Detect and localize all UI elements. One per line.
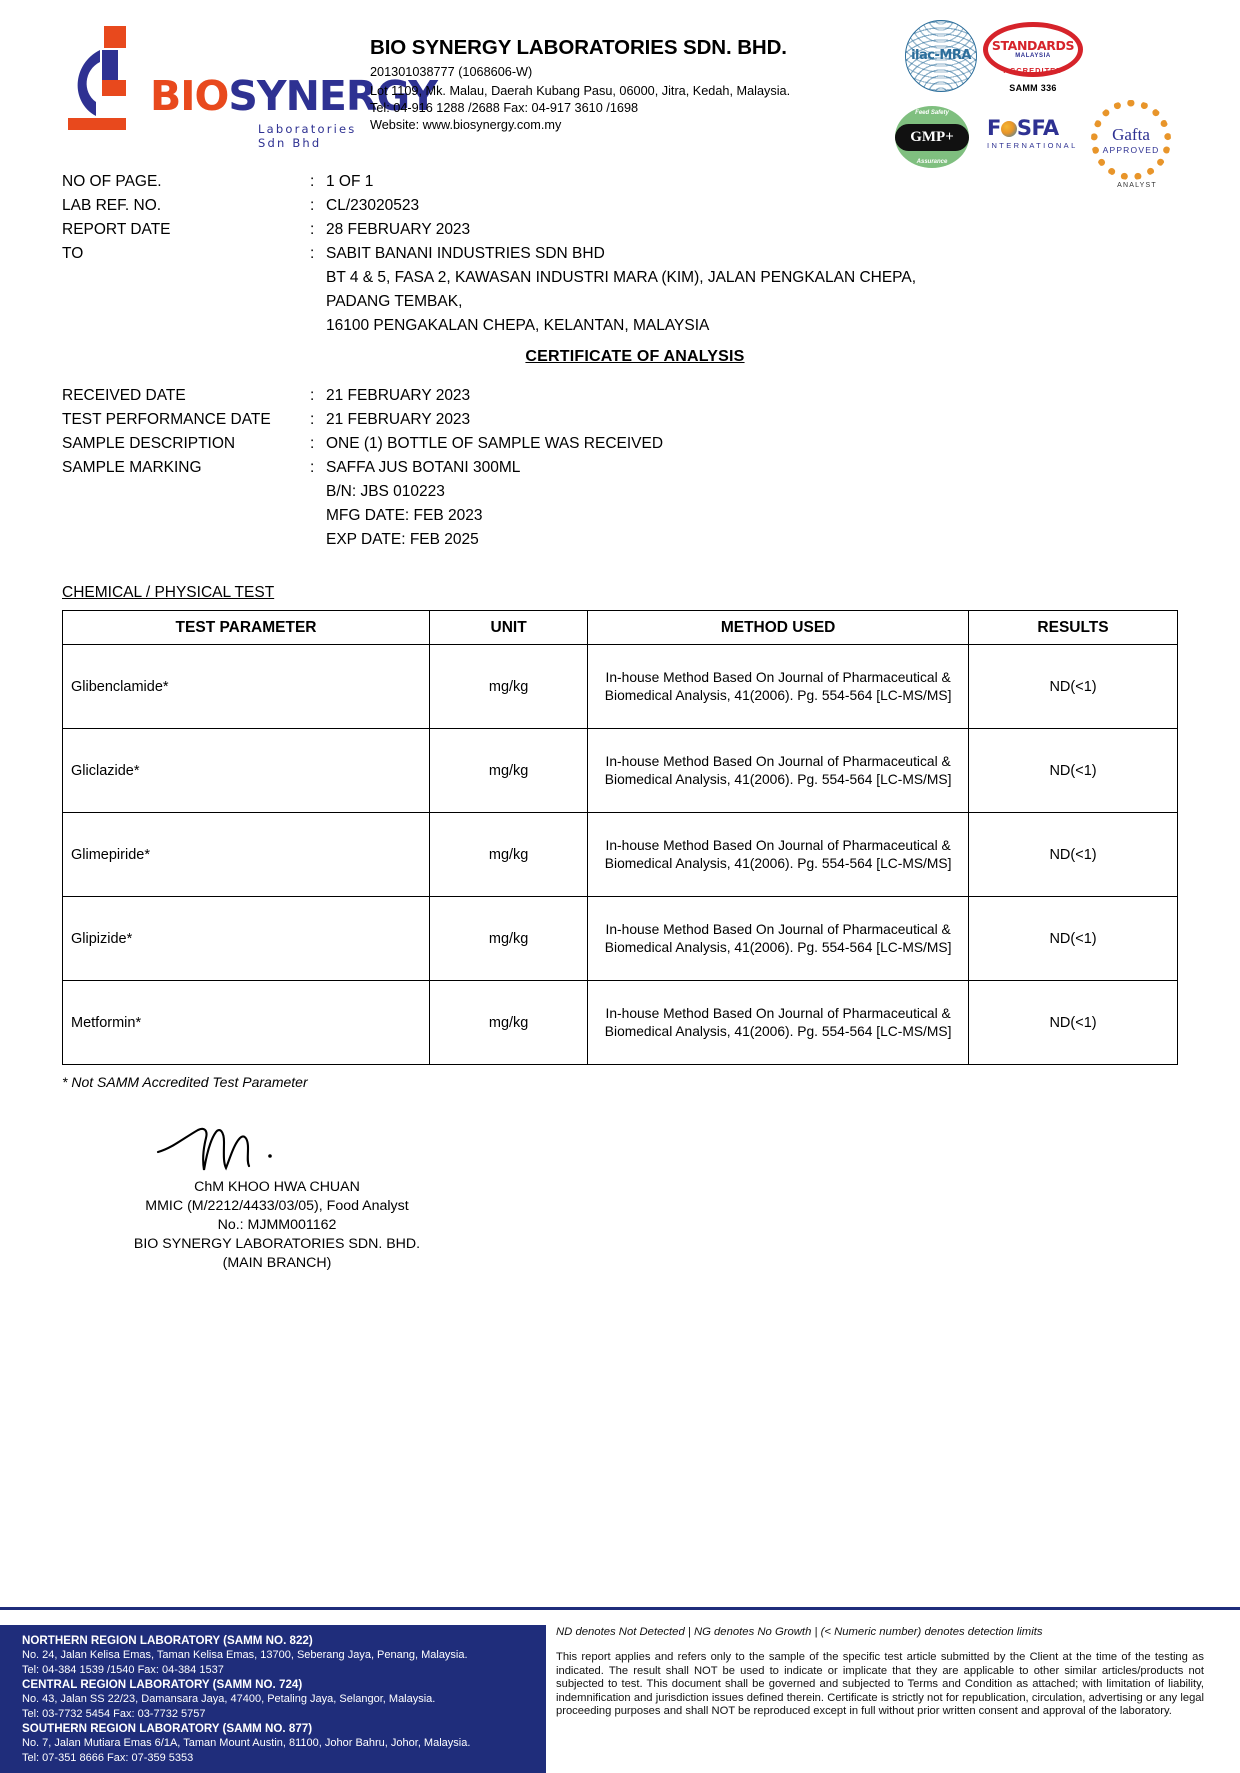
standards-label: STANDARDS — [991, 37, 1075, 53]
lab-name-southern: SOUTHERN REGION LABORATORY (SAMM NO. 877) — [22, 1722, 313, 1735]
sample-row-performance — [62, 408, 1178, 432]
notation-legend: ND denotes Not Detected | NG denotes No Growth | (< Numeric number) denotes detection limits — [556, 1626, 1043, 1638]
table-row — [63, 813, 1178, 897]
to-line-3: PADANG TEMBAK, — [326, 293, 463, 310]
cell-unit: mg/kg — [430, 981, 588, 1065]
to-line-4: 16100 PENGAKALAN CHEPA, KELANTAN, MALAYSIA — [326, 317, 710, 334]
cell-unit: mg/kg — [430, 645, 588, 729]
column-header-unit: UNIT — [430, 611, 588, 645]
gmp-bottom-label: Assurance — [916, 159, 948, 165]
sample-info-table — [62, 384, 1178, 552]
results-table — [62, 610, 1178, 1065]
table-row — [63, 897, 1178, 981]
meta-row-to — [62, 242, 1178, 338]
meta-label-labref: LAB REF. NO. — [62, 197, 162, 214]
gmp-label: GMP+ — [895, 124, 969, 151]
ilac-mra-badge-icon — [905, 20, 977, 92]
marking-line-2: B/N: JBS 010223 — [326, 483, 445, 500]
sample-label-received: RECEIVED DATE — [62, 387, 186, 404]
company-address: Lot 1109, Mk. Malau, Daerah Kubang Pasu, 06000, Jitra, Kedah, Malaysia. — [370, 84, 791, 98]
sample-colon: : — [310, 459, 315, 476]
page-title: CERTIFICATE OF ANALYSIS — [525, 348, 745, 365]
cell-method: In-house Method Based On Journal of Pharmaceutical & Biomedical Analysis, 41(2006). Pg. 554-564 [LC-MS/MS] — [588, 729, 969, 813]
signatory-name: ChM KHOO HWA CHUAN — [194, 1179, 360, 1195]
meta-label-to: TO — [62, 245, 84, 262]
cell-result: ND(<1) — [969, 729, 1178, 813]
sample-row-marking — [62, 456, 1178, 552]
marking-line-1: SAFFA JUS BOTANI 300ML — [326, 459, 521, 476]
footer-disclaimer-panel — [556, 1625, 1220, 1719]
disclaimer-text: This report applies and refers only to the sample of the specific test article submitted by the Client at the time of the testing as indicated. The result shall NOT be used to indicate or implicate that they are applicable to other similar articles/products not subjected to test. This document shall be governed and subjected to Terms and Condition as attached; with limitation of liability, indemnification and jurisdiction issues defined therein. Certificate is strictly not for republication, circulation, advertising or any legal proceeding purposes and shall NOT be reproduced except in full without prior written consent and approval of the laboratory. — [556, 1651, 1204, 1718]
table-footnote: * Not SAMM Accredited Test Parameter — [62, 1074, 308, 1090]
sample-colon: : — [310, 411, 315, 428]
sample-value-description: ONE (1) BOTTLE OF SAMPLE WAS RECEIVED — [326, 435, 664, 452]
lab-contact-northern: Tel: 04-384 1539 /1540 Fax: 04-384 1537 — [22, 1663, 224, 1676]
sample-colon: : — [310, 387, 315, 404]
meta-row-labref — [62, 194, 1178, 218]
column-header-method-used: METHOD USED — [588, 611, 969, 645]
cell-parameter: Metformin* — [63, 981, 430, 1065]
meta-label-page: NO OF PAGE. — [62, 173, 162, 190]
accreditation-badges — [895, 18, 1215, 189]
column-header-results: RESULTS — [969, 611, 1178, 645]
fosfa-badge-icon — [987, 118, 1083, 166]
fosfa-letters-sfa: SFA — [1016, 116, 1059, 140]
cell-parameter: Glimepiride* — [63, 813, 430, 897]
cell-method: In-house Method Based On Journal of Pharmaceutical & Biomedical Analysis, 41(2006). Pg. 554-564 [LC-MS/MS] — [588, 981, 969, 1065]
fosfa-sublabel: INTERNATIONAL — [987, 141, 1078, 150]
sample-value-performance: 21 FEBRUARY 2023 — [326, 411, 471, 428]
meta-colon: : — [310, 173, 315, 190]
sample-colon: : — [310, 435, 315, 452]
lab-contact-southern: Tel: 07-351 8666 Fax: 07-359 5353 — [22, 1751, 194, 1764]
meta-row-page — [62, 170, 1178, 194]
sample-value-received: 21 FEBRUARY 2023 — [326, 387, 471, 404]
meta-label-reportdate: REPORT DATE — [62, 221, 171, 238]
gmp-plus-badge-icon — [895, 106, 981, 168]
cell-result: ND(<1) — [969, 813, 1178, 897]
gafta-label: Gafta — [1112, 124, 1150, 144]
cell-result: ND(<1) — [969, 897, 1178, 981]
signature-block — [62, 1118, 492, 1273]
logo-subtitle: Laboratories Sdn Bhd — [258, 122, 357, 150]
logo-word-synergy: SYNERGY — [228, 72, 437, 120]
signatory-company: BIO SYNERGY LABORATORIES SDN. BHD. — [133, 1236, 421, 1252]
lab-address-southern: No. 7, Jalan Mutiara Emas 6/1A, Taman Mount Austin, 81100, Johor Bahru, Johor, Malaysia. — [22, 1737, 471, 1749]
marking-line-3: MFG DATE: FEB 2023 — [326, 507, 483, 524]
meta-row-reportdate — [62, 218, 1178, 242]
report-meta-table — [62, 170, 1178, 338]
company-phone: Tel: 04-916 1288 /2688 Fax: 04-917 3610 /1698 — [370, 100, 639, 115]
cell-parameter: Glipizide* — [63, 897, 430, 981]
meta-value-labref: CL/23020523 — [326, 197, 420, 214]
meta-value-to — [326, 242, 1178, 338]
lab-contact-central: Tel: 03-7732 5454 Fax: 03-7732 5757 — [22, 1707, 206, 1720]
cell-parameter: Glibenclamide* — [63, 645, 430, 729]
cell-method: In-house Method Based On Journal of Pharmaceutical & Biomedical Analysis, 41(2006). Pg. 554-564 [LC-MS/MS] — [588, 645, 969, 729]
company-registration: 201301038777 (1068606-W) — [370, 65, 533, 79]
to-line-1: SABIT BANANI INDUSTRIES SDN BHD — [326, 245, 605, 262]
company-name: BIO SYNERGY LABORATORIES SDN. BHD. — [370, 36, 787, 59]
to-line-2: BT 4 & 5, FASA 2, KAWASAN INDUSTRI MARA (KIM), JALAN PENGKALAN CHEPA, — [326, 269, 917, 286]
standards-malaysia-badge-icon — [983, 22, 1083, 102]
sample-label-marking: SAMPLE MARKING — [62, 459, 202, 476]
marking-line-4: EXP DATE: FEB 2025 — [326, 531, 479, 548]
cell-method: In-house Method Based On Journal of Pharmaceutical & Biomedical Analysis, 41(2006). Pg. 554-564 [LC-MS/MS] — [588, 813, 969, 897]
cell-unit: mg/kg — [430, 897, 588, 981]
handwritten-signature-icon — [62, 1118, 492, 1178]
lab-name-central: CENTRAL REGION LABORATORY (SAMM NO. 724) — [22, 1678, 303, 1691]
meta-value-reportdate: 28 FEBRUARY 2023 — [326, 221, 471, 238]
document-footer — [0, 1607, 1240, 1764]
column-header-test-parameter: TEST PARAMETER — [63, 611, 430, 645]
section-heading-chemical-physical-test: CHEMICAL / PHYSICAL TEST — [62, 584, 275, 601]
cell-method: In-house Method Based On Journal of Pharmaceutical & Biomedical Analysis, 41(2006). Pg. 554-564 [LC-MS/MS] — [588, 897, 969, 981]
cell-result: ND(<1) — [969, 645, 1178, 729]
gafta-sublabel: APPROVED — [1102, 144, 1160, 155]
sample-label-performance: TEST PERFORMANCE DATE — [62, 411, 271, 428]
cell-unit: mg/kg — [430, 813, 588, 897]
standards-accredited-label: ACCREDITED — [1003, 66, 1063, 75]
company-logo — [62, 22, 437, 150]
gmp-top-label: Feed Safety — [915, 110, 949, 116]
meta-colon: : — [310, 221, 315, 238]
meta-value-page: 1 OF 1 — [326, 173, 374, 190]
table-row — [63, 645, 1178, 729]
meta-colon: : — [310, 197, 315, 214]
gafta-analyst-label: ANALYST — [1117, 182, 1157, 189]
results-header-row — [63, 611, 1178, 645]
logo-word-bio: BIO — [150, 72, 229, 120]
lab-name-northern: NORTHERN REGION LABORATORY (SAMM NO. 822) — [22, 1634, 313, 1647]
sample-row-received — [62, 384, 1178, 408]
regional-laboratories-panel — [0, 1625, 546, 1773]
lab-address-northern: No. 24, Jalan Kelisa Emas, Taman Kelisa Emas, 13700, Seberang Jaya, Penang, Malaysia. — [22, 1649, 468, 1661]
microscope-logo-icon — [62, 24, 154, 132]
company-details — [370, 36, 890, 133]
cell-result: ND(<1) — [969, 981, 1178, 1065]
sample-row-description — [62, 432, 1178, 456]
samm-number: SAMM 336 — [1009, 83, 1057, 93]
signatory-branch: (MAIN BRANCH) — [222, 1255, 332, 1271]
table-row — [63, 729, 1178, 813]
fosfa-globe-icon — [1001, 121, 1017, 137]
cell-unit: mg/kg — [430, 729, 588, 813]
cell-parameter: Gliclazide* — [63, 729, 430, 813]
company-website: Website: www.biosynergy.com.my — [370, 117, 562, 132]
footer-divider — [0, 1607, 1240, 1610]
meta-colon: : — [310, 245, 315, 262]
signatory-qualification: MMIC (M/2212/4433/03/05), Food Analyst — [145, 1198, 409, 1214]
table-row — [63, 981, 1178, 1065]
lab-address-central: No. 43, Jalan SS 22/23, Damansara Jaya, 47400, Petaling Jaya, Selangor, Malaysia. — [22, 1693, 436, 1705]
fosfa-letter-f: F — [987, 116, 1001, 140]
sample-label-description: SAMPLE DESCRIPTION — [62, 435, 236, 452]
sample-value-marking — [326, 456, 1178, 552]
standards-sublabel: MALAYSIA — [1015, 53, 1051, 60]
signatory-number: No.: MJMM001162 — [217, 1217, 337, 1233]
document-body — [0, 170, 1240, 1273]
ilac-label: ilac-MRA — [911, 48, 971, 63]
